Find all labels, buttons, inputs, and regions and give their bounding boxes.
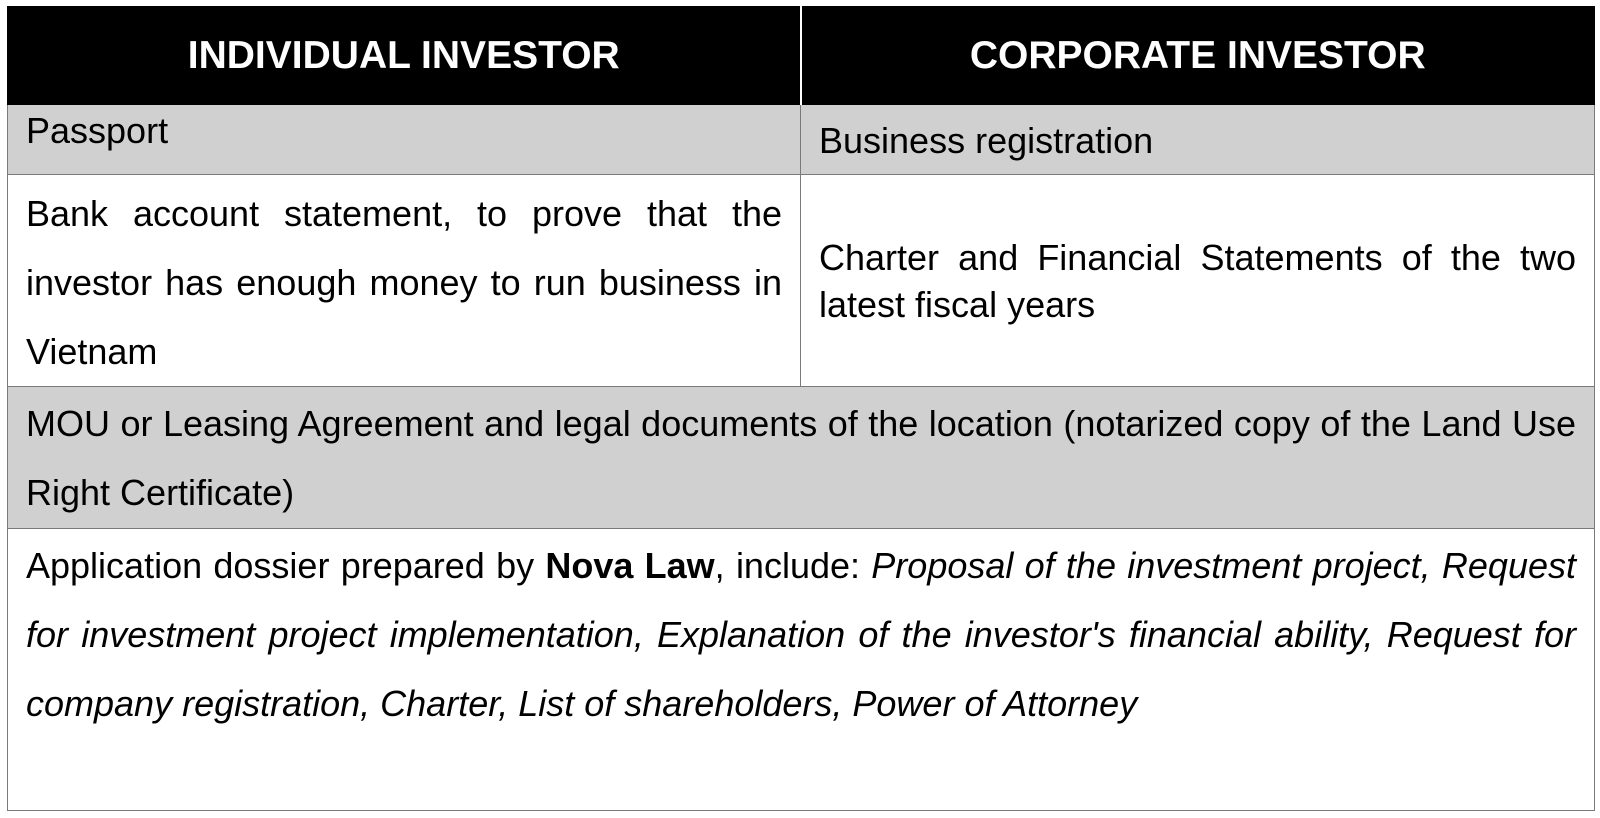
cell-location-documents: MOU or Leasing Agreement and legal documents of the location (notarized copy of the Land Use Right Certificate) (8, 387, 1595, 529)
table-header-row (8, 7, 1595, 105)
table-row-financial (8, 175, 1595, 387)
table-row-application (8, 529, 1595, 811)
investor-documents-table (7, 6, 1595, 811)
cell-individual-passport: Passport (8, 105, 801, 175)
table-row-location (8, 387, 1595, 529)
cell-corporate-business-registration: Business registration (801, 105, 1595, 175)
law-firm-name: Nova Law (545, 545, 715, 586)
header-individual-investor: INDIVIDUAL INVESTOR (8, 7, 801, 105)
application-document-list: Proposal of the investment project, Request for investment project implementation, Explanation of the investor's financial ability, Request for company registration, Charter, List of shareholders, Power of Attorney (26, 545, 1576, 724)
cell-individual-bank-statement: Bank account statement, to prove that the investor has enough money to run business in Vietnam (8, 175, 801, 387)
cell-corporate-charter-financials: Charter and Financial Statements of the two latest fiscal years (801, 175, 1595, 387)
application-prefix: Application dossier prepared by (26, 545, 546, 586)
application-include-label: , include: (714, 545, 872, 586)
table-row-identity (8, 105, 1595, 175)
header-corporate-investor: CORPORATE INVESTOR (801, 7, 1595, 105)
cell-application-dossier (8, 529, 1595, 811)
